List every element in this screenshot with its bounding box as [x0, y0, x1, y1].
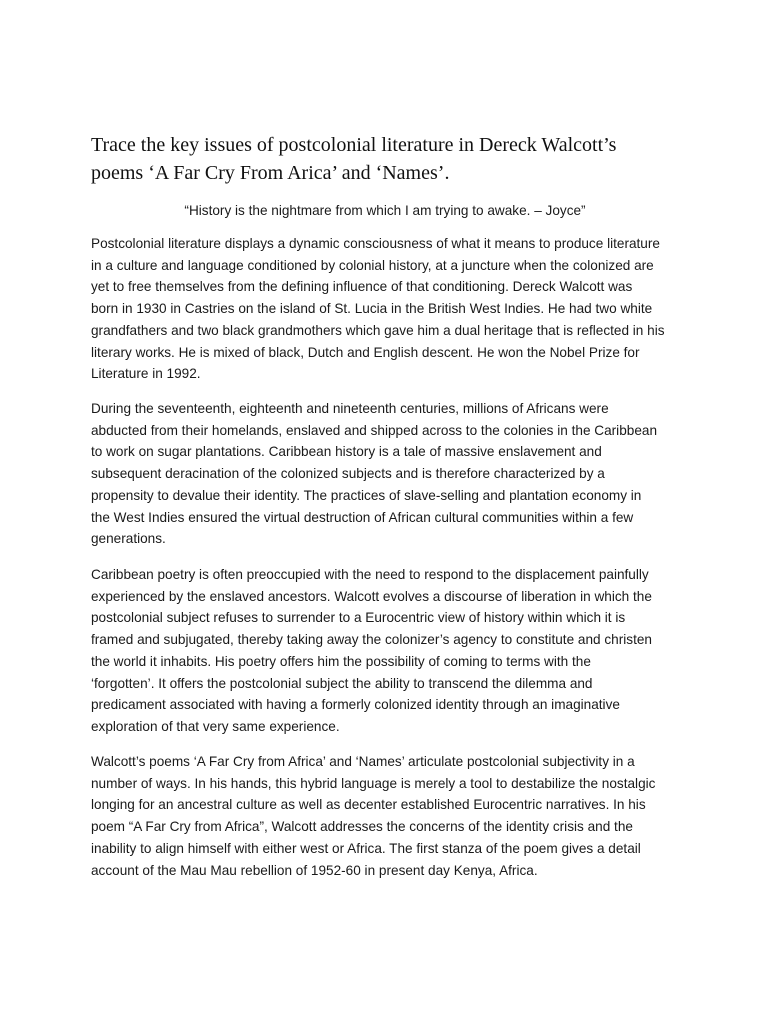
text-line: Caribbean poetry is often preoccupied with the need to respond to the displacement painfully [91, 567, 649, 582]
text-line: subsequent deracination of the colonized subjects and is therefore characterized by a [91, 466, 605, 482]
text-line: the West Indies ensured the virtual destruction of African cultural communities within a few [91, 509, 634, 525]
text-line: predicament associated with having a formerly colonized identity through an imaginative [91, 697, 620, 713]
text-line: abducted from their homelands, enslaved and shipped across to the colonies in the Caribbean [91, 422, 658, 438]
text-line: propensity to devalue their identity. The practices of slave-selling and plantation economy in [91, 487, 642, 503]
document-title [91, 131, 691, 187]
paragraph-postcolonial-intro [91, 233, 679, 385]
text-line: ‘forgotten’. It offers the postcolonial subject the ability to transcend the dilemma and [91, 675, 593, 691]
text-line: literary works. He is mixed of black, Dutch and English descent. He won the Nobel Prize for [91, 344, 640, 360]
text-line: grandfathers and two black grandmothers which gave him a dual heritage that is reflected in his [91, 322, 665, 338]
title-line: poems ‘A Far Cry From Arica’ and ‘Names’. [91, 162, 450, 184]
text-line: exploration of that very same experience. [91, 718, 340, 734]
text-line: born in 1930 in Castries on the island of St. Lucia in the British West Indies. He had two white [91, 301, 653, 317]
text-line: longing for an ancestral culture as well as decenter established Eurocentric narratives. In his [91, 797, 646, 813]
paragraph-caribbean-history [91, 398, 679, 550]
title-line: Trace the key issues of postcolonial literature in Dereck Walcott’s [91, 134, 617, 156]
epigraph-quote: “History is the nightmare from which I am trying to awake. – Joyce” [184, 203, 586, 218]
paragraph-walcott-poems [91, 751, 679, 881]
text-line: framed and subjugated, thereby taking away the colonizer’s agency to constitute and christen [91, 632, 652, 648]
text-line: the world it inhabits. His poetry offers him the possibility of coming to terms with the [91, 653, 591, 669]
text-line: During the seventeenth, eighteenth and nineteenth centuries, millions of Africans were [91, 401, 609, 416]
text-line: Postcolonial literature displays a dynamic consciousness of what it means to produce literature [91, 236, 660, 251]
text-line: experienced by the enslaved ancestors. Walcott evolves a discourse of liberation in which the [91, 588, 652, 604]
text-line: poem “A Far Cry from Africa”, Walcott addresses the concerns of the identity crisis and the [91, 819, 633, 835]
text-line: to work on sugar plantations. Caribbean history is a tale of massive enslavement and [91, 444, 602, 460]
text-line: generations. [91, 531, 166, 547]
text-line: in a culture and language conditioned by colonial history, at a juncture when the colonized are [91, 257, 654, 273]
text-line: inability to align himself with either west or Africa. The first stanza of the poem gives a detail [91, 840, 641, 856]
text-line: postcolonial subject refuses to surrender to a Eurocentric view of history within which it is [91, 610, 626, 626]
text-line: Literature in 1992. [91, 366, 201, 382]
text-line: Walcott’s poems ‘A Far Cry from Africa’ and ‘Names’ articulate postcolonial subjectivity in a [91, 754, 635, 769]
paragraph-caribbean-poetry [91, 564, 679, 738]
text-line: yet to free themselves from the defining influence of that conditioning. Dereck Walcott was [91, 279, 633, 295]
text-line: number of ways. In his hands, this hybrid language is merely a tool to destabilize the nostalgic [91, 775, 656, 791]
text-line: account of the Mau Mau rebellion of 1952-60 in present day Kenya, Africa. [91, 862, 538, 878]
